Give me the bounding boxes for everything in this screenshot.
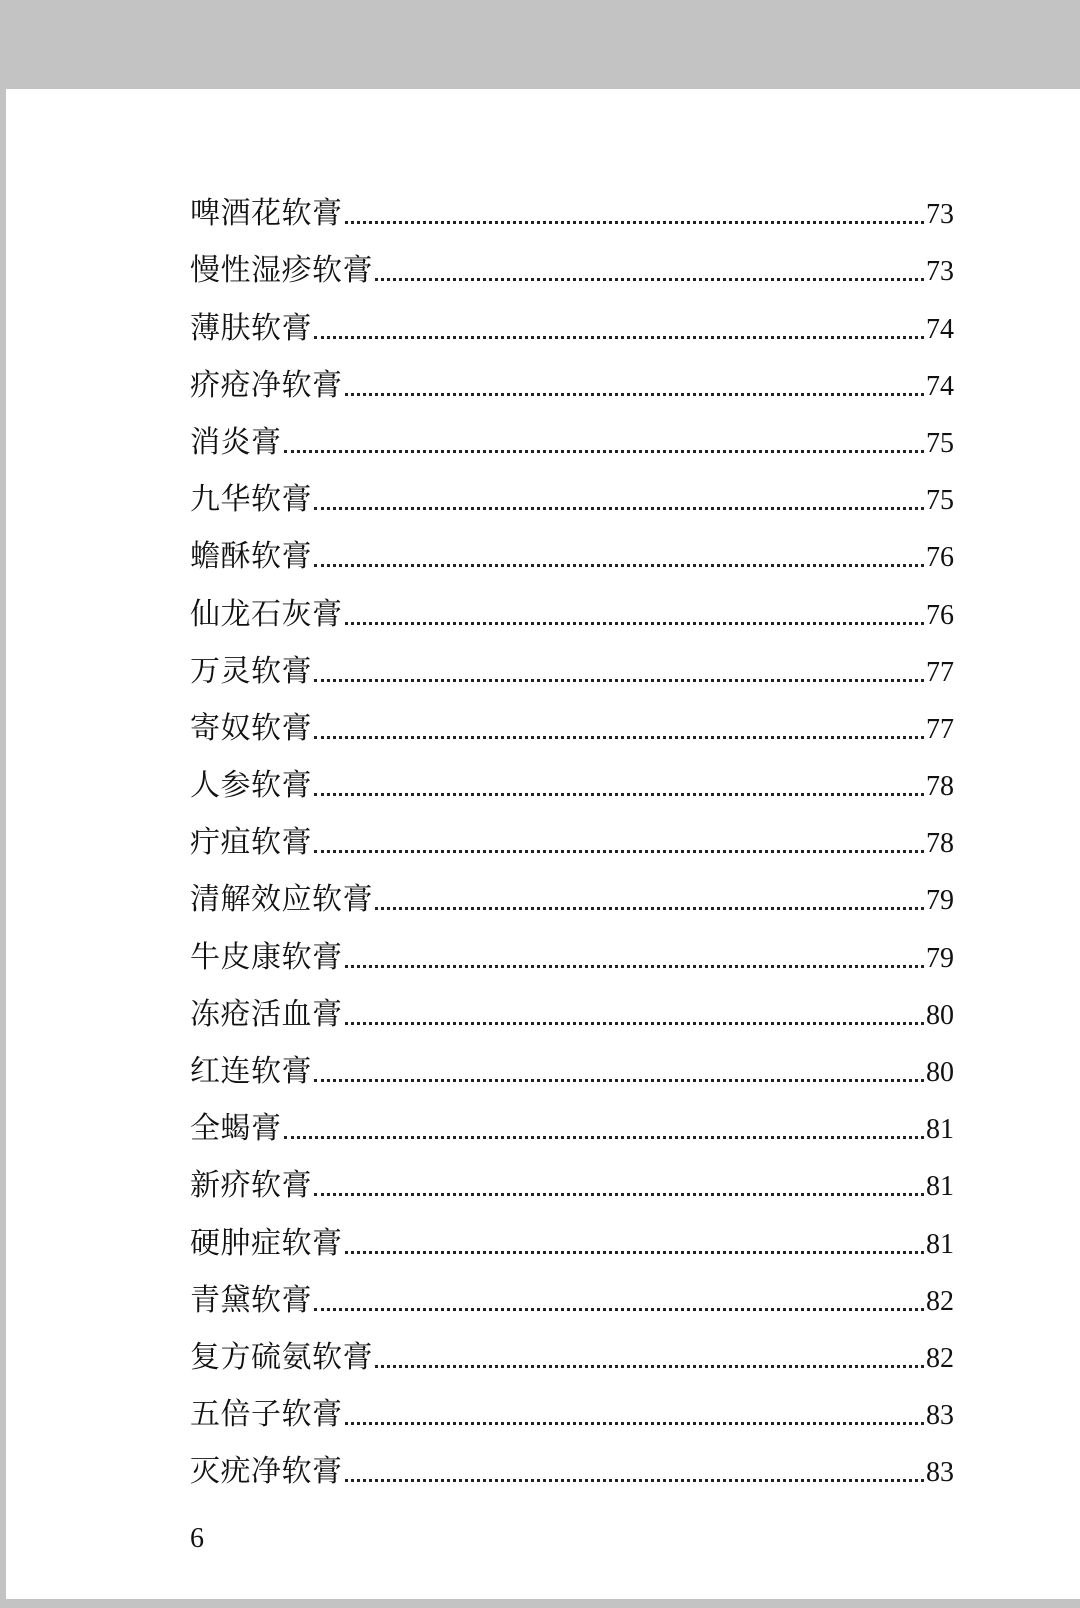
- toc-entry-title: 青黛软膏: [190, 1282, 312, 1318]
- dot-leader: [314, 336, 924, 339]
- dot-leader: [375, 278, 924, 281]
- toc-entry-title: 灭疣净软膏: [190, 1454, 343, 1490]
- dot-leader: [345, 1422, 925, 1425]
- toc-entry-title: 红连软膏: [190, 1054, 312, 1089]
- toc-entry-page: 83: [926, 1400, 954, 1432]
- toc-entry: [190, 172, 954, 232]
- toc-entry-title: 疔疽软膏: [190, 825, 312, 861]
- toc-entry-title: 复方硫氨软膏: [190, 1339, 373, 1375]
- dot-leader: [314, 679, 924, 682]
- toc-entry-page: 79: [926, 942, 954, 974]
- dot-leader: [345, 1479, 925, 1482]
- dot-leader: [314, 736, 924, 739]
- toc-entry: [190, 1373, 954, 1433]
- page-number: 6: [190, 1523, 204, 1554]
- toc-entry-title: 消炎膏: [190, 424, 282, 460]
- toc-entry: [190, 915, 954, 975]
- toc-entry: [190, 401, 954, 458]
- toc-entry-title: 薄肤软膏: [190, 310, 312, 346]
- toc-entry-page: 79: [926, 885, 954, 917]
- toc-entry: [190, 630, 954, 687]
- toc-entry: [190, 1144, 954, 1204]
- toc-entry: [190, 858, 954, 918]
- toc-entry-title: 全蝎膏: [190, 1111, 282, 1147]
- toc-entry-page: 81: [926, 1171, 954, 1203]
- dot-leader: [314, 850, 924, 853]
- toc-entry-title: 疥疮净软膏: [190, 367, 343, 403]
- toc-entry-title: 寄奴软膏: [190, 710, 312, 746]
- toc-entry: [190, 458, 954, 518]
- toc-entry-title: 仙龙石灰膏: [190, 596, 343, 632]
- toc-entry: [190, 744, 954, 804]
- toc-entry-title: 新疥软膏: [190, 1168, 312, 1204]
- toc-entry-page: 74: [926, 370, 954, 402]
- toc-entry-page: 81: [926, 1228, 954, 1260]
- toc-entry: [190, 687, 954, 744]
- dot-leader: [345, 1251, 925, 1254]
- toc-entry: [190, 286, 954, 346]
- table-of-contents: [190, 172, 954, 1490]
- toc-entry-page: 77: [926, 713, 954, 745]
- toc-entry-title: 牛皮康软膏: [190, 939, 343, 975]
- dot-leader: [314, 1079, 924, 1082]
- dot-leader: [345, 393, 925, 396]
- toc-entry-page: 73: [926, 199, 954, 231]
- toc-entry-title: 五倍子软膏: [190, 1397, 343, 1433]
- toc-entry: [190, 229, 954, 289]
- dot-leader: [314, 1308, 924, 1311]
- dot-leader: [345, 221, 925, 224]
- toc-entry-page: 82: [926, 1285, 954, 1317]
- toc-entry: [190, 1030, 954, 1087]
- dot-leader: [314, 793, 924, 796]
- toc-entry-page: 74: [926, 313, 954, 345]
- dot-leader: [345, 622, 925, 625]
- toc-entry-page: 78: [926, 828, 954, 860]
- toc-entry: [190, 973, 954, 1030]
- toc-entry: [190, 801, 954, 861]
- toc-entry-page: 75: [926, 485, 954, 517]
- toc-entry: [190, 344, 954, 401]
- toc-entry-title: 清解效应软膏: [190, 882, 373, 918]
- dot-leader: [314, 564, 924, 567]
- dot-leader: [375, 907, 924, 910]
- toc-entry-title: 人参软膏: [190, 768, 312, 804]
- dot-leader: [345, 965, 925, 968]
- dot-leader: [314, 507, 924, 510]
- toc-entry-title: 冻疮活血膏: [190, 996, 343, 1032]
- dot-leader: [284, 450, 925, 453]
- toc-entry-page: 81: [926, 1114, 954, 1146]
- toc-entry: [190, 1259, 954, 1316]
- toc-entry: [190, 1430, 954, 1490]
- dot-leader: [375, 1365, 924, 1368]
- toc-entry-page: 73: [926, 256, 954, 288]
- toc-entry: [190, 1201, 954, 1261]
- toc-entry-page: 80: [926, 1057, 954, 1088]
- toc-entry-page: 80: [926, 999, 954, 1031]
- toc-entry-page: 77: [926, 656, 954, 688]
- dot-leader: [345, 1022, 925, 1025]
- toc-entry: [190, 572, 954, 632]
- toc-entry-title: 慢性湿疹软膏: [190, 253, 373, 289]
- dot-leader: [284, 1136, 925, 1139]
- toc-entry-title: 啤酒花软膏: [190, 196, 343, 232]
- document-page: [6, 89, 1080, 1599]
- toc-entry-page: 83: [926, 1457, 954, 1489]
- toc-entry-title: 硬肿症软膏: [190, 1225, 343, 1261]
- toc-entry: [190, 515, 954, 575]
- toc-entry-title: 蟾酥软膏: [190, 539, 312, 575]
- toc-entry-page: 76: [926, 542, 954, 574]
- toc-entry-page: 82: [926, 1342, 954, 1374]
- toc-entry-title: 九华软膏: [190, 482, 312, 518]
- dot-leader: [314, 1193, 924, 1196]
- toc-entry-page: 76: [926, 599, 954, 631]
- toc-entry-page: 78: [926, 771, 954, 803]
- toc-entry-page: 75: [926, 427, 954, 459]
- toc-entry-title: 万灵软膏: [190, 653, 312, 689]
- toc-entry: [190, 1087, 954, 1147]
- toc-entry: [190, 1316, 954, 1373]
